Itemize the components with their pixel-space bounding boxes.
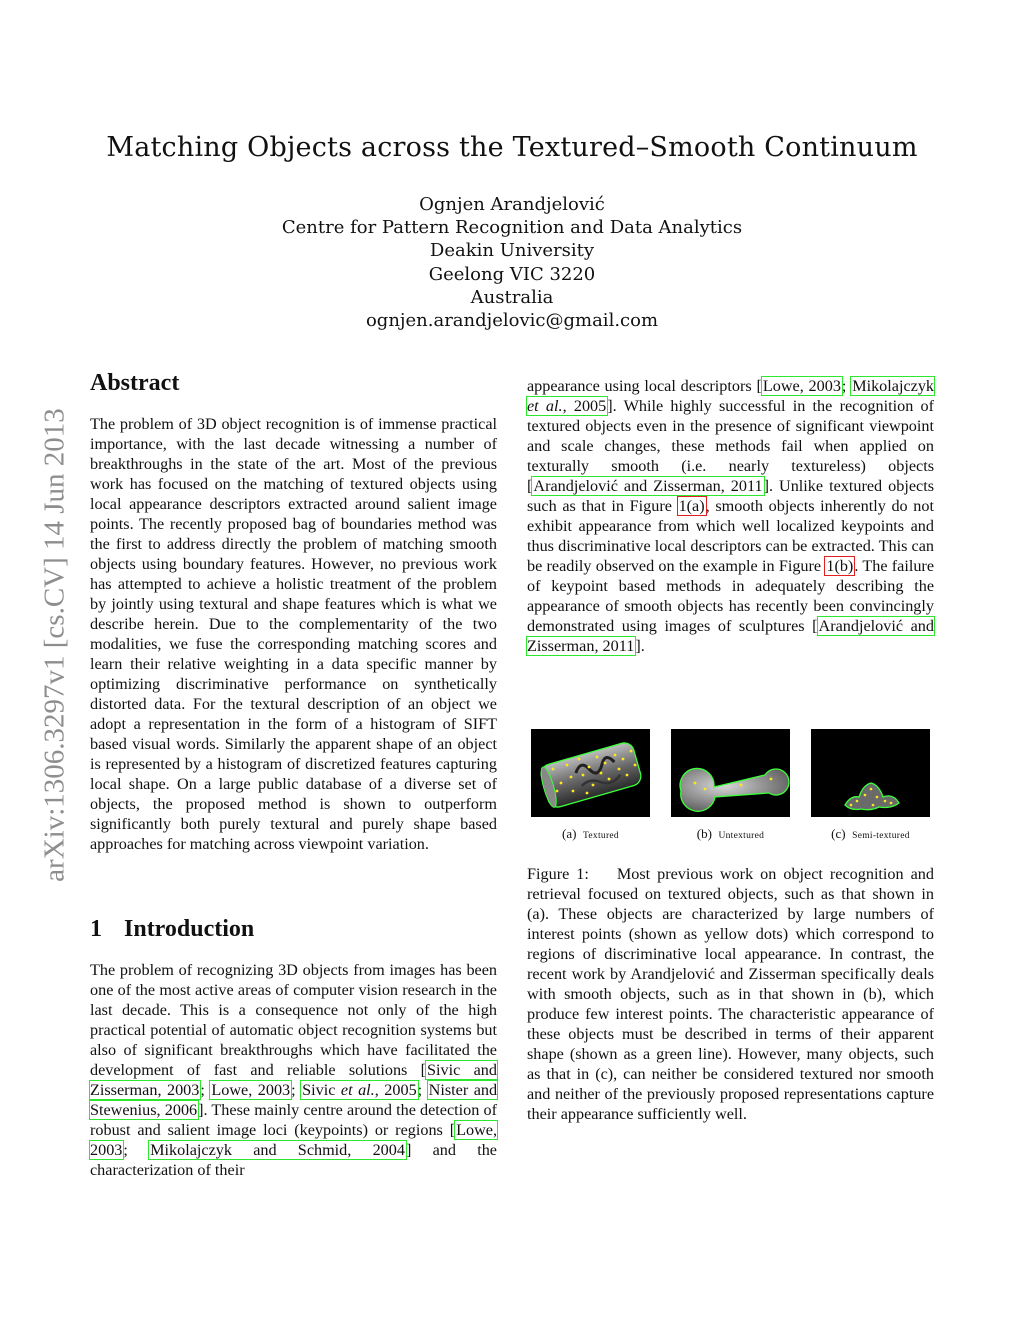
subfigure-caption-b: (b) Untextured (696, 826, 765, 841)
author-name: Ognjen Arandjelović (419, 194, 605, 215)
citation-link[interactable]: Arandjelović and Zisserman, 2011 (533, 477, 763, 495)
author-university: Deakin University (429, 240, 595, 262)
citation-link[interactable]: Sivic et al., 2005 (302, 1081, 417, 1099)
intro-heading (90, 916, 254, 943)
paper-title: Matching Objects across the Textured–Smooth Continuum (106, 132, 918, 163)
citation-link[interactable]: Lowe, 2003 (211, 1081, 291, 1099)
figure-image-untextured (671, 729, 790, 817)
intro-paragraph: The problem of recognizing 3D objects from images has been one of the most active areas of computer vision research in the last decade. This is a consequence not only of the high practical potential of automatic object recognition systems but also of significant breakthroughs which have facilitated the development of fast and reliable solutions [Sivic and Zisserman, 2003; Lowe, 2003; Sivic et al., 2005; Nister and Stewenius, 2006]. These mainly centre around the detection of robust and salient image loci (keypoints) or regions [Lowe, 2003; Mikolajczyk and Schmid, 2004] and the characterization of their (90, 961, 498, 1179)
section-number: 1 (90, 916, 102, 942)
citation-link[interactable]: Sivic and Zisserman, 2003 (90, 1061, 497, 1099)
abstract-heading: Abstract (90, 370, 180, 396)
arxiv-side-label: arXiv:1306.3297v1 [cs.CV] 14 Jun 2013 (38, 408, 71, 882)
citation-link[interactable]: Nister and Stewenius, 2006 (90, 1081, 498, 1119)
author-email[interactable]: ognjen.arandjelovic@gmail.com (365, 310, 659, 332)
untextured-object-image (671, 729, 790, 817)
abstract-text: The problem of 3D object recognition is of immense practical importance, with the last decade witnessing a number of breakthroughs in the state of the art. Most of the previous work has focused on the matching of textured objects using local appearance descriptors extracted around salient image points. The recently proposed bag of boundaries method was the first to address directly the problem of matching smooth objects using boundary features. However, no previous work has attempted to achieve a holistic treatment of the problem by jointly using textural and shape features which is what we describe herein. Due to the complementarity of the two modalities, we fuse the corresponding matching scores and learn their relative weighting in a data specific manner by optimizing discriminative performance on synthetically distorted data. For the textural description of an object we adopt a representation in the form of a histogram of SIFT based visual words. Similarly the apparent shape of an object is represented by a histogram of discretized features capturing local shape. On a large public database of a diverse set of objects, the proposed method is shown to outperform significantly both purely textural and purely shape based approaches for matching across viewpoint variation. (90, 415, 497, 853)
citation-link[interactable]: Lowe, 2003 (90, 1121, 498, 1159)
figure-ref-link[interactable]: 1(b) (826, 557, 854, 575)
textured-object-image (531, 729, 650, 817)
subfigure-caption-c: (c) Semi-textured (831, 826, 910, 841)
figure-image-semi-textured (811, 729, 930, 817)
author-country: Australia (470, 286, 554, 308)
citation-link[interactable]: Lowe, 2003 (762, 377, 841, 395)
semi-textured-object-image (811, 729, 930, 817)
figure-caption-label: Figure 1: (527, 865, 589, 883)
citation-link[interactable]: Arandjelović and Zisserman, 2011 (527, 617, 934, 655)
right-column-paragraph: appearance using local descriptors [Lowe, 2003; Mikolajczyk et al., 2005]. While highly successful in the recognition of textured objects even in the presence of significant viewpoint and scale changes, these methods fail when applied on texturally smooth (i.e. nearly textureless) objects [Arandjelović and Zisserman, 2011]. Unlike textured objects such as that in Figure 1(a), smooth objects inherently do not exhibit appearance from which well localized keypoints and thus discriminative local descriptors can be extracted. This can be readily observed on the example in Figure 1(b). The failure of keypoint based methods in adequately describing the appearance of smooth objects has recently been convincingly demonstrated using images of sculptures [Arandjelović and Zisserman, 2011]. (527, 377, 935, 655)
author-affiliation: Centre for Pattern Recognition and Data Analytics (281, 217, 743, 239)
section-title: Introduction (124, 916, 255, 942)
citation-link[interactable]: Mikolajczyk et al., 2005 (527, 377, 935, 415)
figure-image-textured (531, 729, 650, 817)
citation-link[interactable]: Mikolajczyk and Schmid, 2004 (150, 1141, 405, 1159)
figure-ref-link[interactable]: 1(a) (678, 497, 705, 515)
author-address: Geelong VIC 3220 (428, 263, 596, 285)
figure-caption: Figure 1: Most previous work on object recognition and retrieval focused on textured objects, such as that shown in (a). These objects are characterized by large numbers of interest points (shown as yellow dots) which correspond to regions of discriminative local appearance. In contrast, the recent work by Arandjelović and Zisserman specifically deals with smooth objects, such as in that shown in (b), which produce few interest points. The characteristic appearance of these objects must be described in terms of their apparent shape (shown as a green line). However, many objects, such as that in (c), can neither be considered textured nor smooth and neither of the previously proposed representations capture their appearance sufficiently well. (527, 865, 934, 1123)
author-block (0, 193, 1024, 332)
subfigure-caption-a: (a) Textured (562, 826, 619, 841)
